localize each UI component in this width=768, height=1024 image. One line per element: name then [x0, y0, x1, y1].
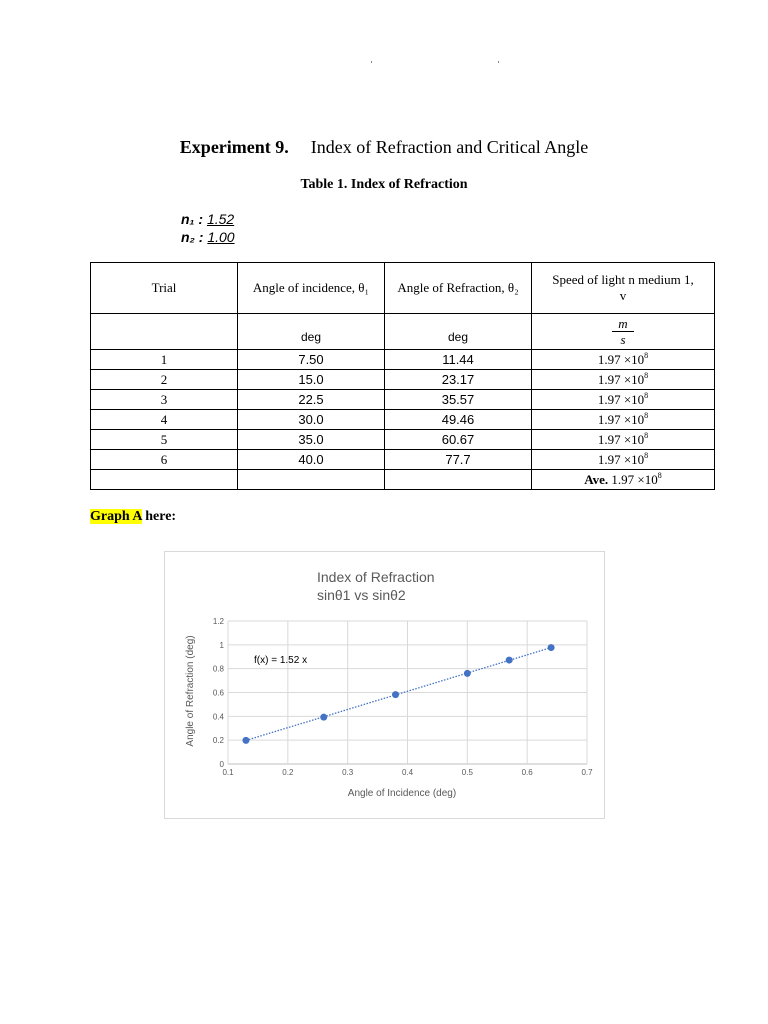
- header-trial: Trial: [91, 263, 238, 314]
- refraction-cell: 11.44: [385, 350, 532, 370]
- refraction-cell: 49.46: [385, 410, 532, 430]
- data-point: [242, 737, 249, 744]
- y-tick-label: 1.2: [212, 617, 224, 626]
- n1-value: 1.52: [206, 211, 235, 227]
- x-tick-label: 0.3: [342, 768, 354, 777]
- x-tick-label: 0.7: [581, 768, 593, 777]
- table-body: [91, 350, 715, 470]
- incidence-cell: 35.0: [238, 430, 385, 450]
- scan-mark: [371, 61, 372, 63]
- trial-cell: 3: [91, 390, 238, 410]
- speed-exponent: 8: [644, 371, 649, 380]
- refraction-cell: 23.17: [385, 370, 532, 390]
- speed-cell: [532, 410, 715, 430]
- table-row: [91, 370, 715, 390]
- unit-refraction-text: deg: [447, 329, 469, 344]
- n2-label: n₂ :: [181, 229, 204, 245]
- refraction-table: [90, 262, 715, 490]
- table-average-row: [91, 470, 715, 490]
- table-row: [91, 410, 715, 430]
- chart-x-ticks: [222, 768, 593, 777]
- incidence-cell: 40.0: [238, 450, 385, 470]
- speed-exponent: 8: [644, 411, 649, 420]
- speed-exponent: 8: [644, 451, 649, 460]
- incidence-cell: 22.5: [238, 390, 385, 410]
- trial-cell: 1: [91, 350, 238, 370]
- header-speed: Speed of light n medium 1, v: [532, 263, 715, 314]
- unit-incidence: [238, 314, 385, 350]
- speed-cell: [532, 390, 715, 410]
- n1-label: n₁ :: [181, 211, 204, 227]
- unit-trial: [91, 314, 238, 350]
- x-axis-label: Angle of Incidence (deg): [347, 788, 457, 799]
- table-unit-row: [91, 314, 715, 350]
- average-value: 1.97 ×10: [611, 472, 658, 487]
- table-caption: Table 1. Index of Refraction: [300, 177, 468, 192]
- title-experiment-number: Experiment 9.: [179, 137, 289, 157]
- title-text: Index of Refraction and Critical Angle: [310, 137, 589, 157]
- unit-speed: [532, 314, 715, 350]
- average-label: Ave.: [584, 472, 609, 487]
- graph-label: [90, 509, 176, 525]
- speed-value: 1.97 ×10: [597, 352, 645, 367]
- refraction-cell: 35.57: [385, 390, 532, 410]
- header-incidence: Angle of incidence, θ₁: [238, 263, 385, 314]
- trial-cell: 6: [91, 450, 238, 470]
- unit-speed-denominator: s: [620, 331, 626, 347]
- average-exponent: 8: [657, 471, 662, 480]
- table-row: [91, 350, 715, 370]
- table-header-row: [91, 263, 715, 314]
- speed-cell: [532, 370, 715, 390]
- average-empty-1: [91, 470, 238, 490]
- x-tick-label: 0.2: [282, 768, 294, 777]
- x-tick-label: 0.5: [461, 768, 473, 777]
- speed-cell: [532, 430, 715, 450]
- chart-frame: [164, 551, 605, 819]
- y-tick-label: 0: [219, 760, 224, 769]
- x-tick-label: 0.6: [521, 768, 533, 777]
- speed-value: 1.97 ×10: [597, 452, 645, 467]
- speed-value: 1.97 ×10: [597, 412, 645, 427]
- y-tick-label: 0.8: [212, 664, 224, 674]
- table-row: [91, 430, 715, 450]
- y-axis-label: Angle of Refraction (deg): [185, 635, 196, 747]
- refraction-cell: 77.7: [385, 450, 532, 470]
- unit-speed-fraction: [612, 316, 633, 347]
- chart-y-ticks: [213, 617, 225, 769]
- y-tick-label: 1: [219, 640, 224, 650]
- chart-gridlines: [228, 621, 587, 764]
- x-tick-label: 0.4: [401, 768, 414, 777]
- incidence-cell: 7.50: [238, 350, 385, 370]
- speed-cell: [532, 350, 715, 370]
- data-point: [464, 670, 471, 677]
- x-tick-label: 0.1: [222, 768, 234, 777]
- speed-value: 1.97 ×10: [597, 392, 645, 407]
- trial-cell: 5: [91, 430, 238, 450]
- data-point: [506, 657, 513, 664]
- refraction-cell: 60.67: [385, 430, 532, 450]
- y-tick-label: 0.2: [212, 736, 224, 746]
- speed-cell: [532, 450, 715, 470]
- unit-speed-numerator: m: [612, 316, 633, 332]
- y-tick-label: 0.6: [212, 688, 224, 698]
- speed-exponent: 8: [644, 431, 649, 440]
- data-point: [392, 691, 399, 698]
- data-point: [548, 644, 555, 651]
- incidence-cell: 30.0: [238, 410, 385, 430]
- chart-subtitle: sinθ1 vs sinθ2: [317, 587, 406, 603]
- page-title: [0, 137, 768, 158]
- n1-line: [181, 211, 234, 227]
- chart-title: Index of Refraction: [317, 569, 435, 585]
- trendline-equation: f(x) = 1.52 x: [254, 655, 308, 666]
- graph-label-highlight: Graph A: [90, 509, 142, 524]
- speed-value: 1.97 ×10: [597, 372, 645, 387]
- table-row: [91, 450, 715, 470]
- average-empty-2: [238, 470, 385, 490]
- scan-mark: [498, 61, 499, 63]
- data-point: [320, 714, 327, 721]
- average-empty-3: [385, 470, 532, 490]
- unit-incidence-text: deg: [300, 329, 322, 344]
- table-row: [91, 390, 715, 410]
- graph-label-rest: here:: [141, 509, 177, 524]
- n2-value: 1.00: [207, 229, 235, 245]
- n2-line: [181, 229, 235, 245]
- header-refraction: Angle of Refraction, θ₂: [385, 263, 532, 314]
- refraction-chart: [165, 552, 604, 818]
- speed-exponent: 8: [644, 351, 649, 360]
- unit-refraction: [385, 314, 532, 350]
- speed-exponent: 8: [644, 391, 649, 400]
- speed-value: 1.97 ×10: [597, 432, 645, 447]
- y-tick-label: 0.4: [212, 712, 224, 722]
- average-cell: [532, 470, 715, 490]
- incidence-cell: 15.0: [238, 370, 385, 390]
- trial-cell: 4: [91, 410, 238, 430]
- trial-cell: 2: [91, 370, 238, 390]
